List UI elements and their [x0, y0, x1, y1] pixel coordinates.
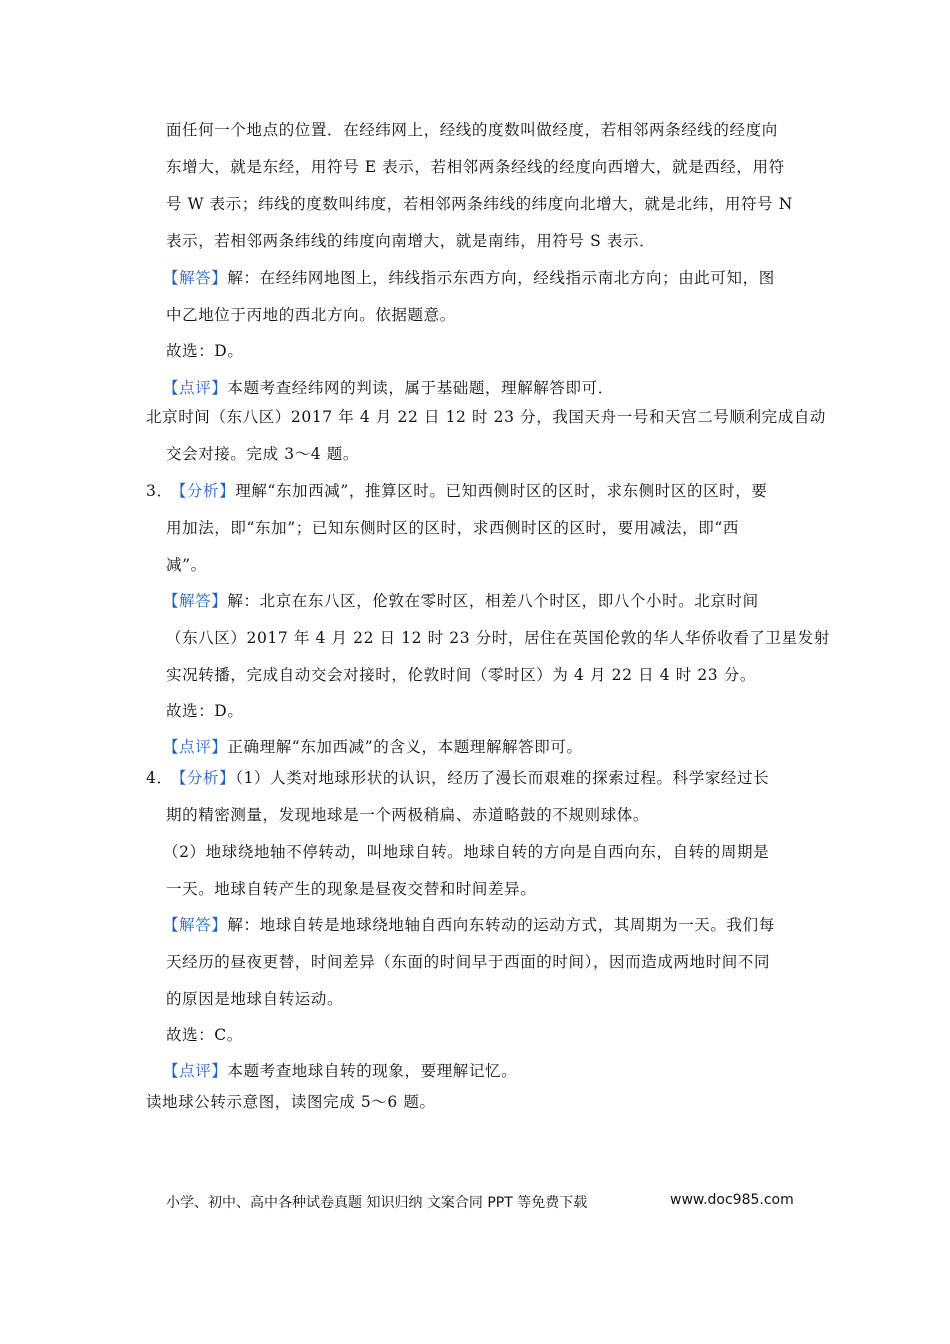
line-text: 实况转播，完成自动交会对接时，伦敦时间（零时区）为 4 月 22 日 4 时 23 分。 [166, 666, 756, 684]
text-line [146, 481, 767, 501]
line-text: 东增大，就是东经，用符号 E 表示，若相邻两条经线的经度向西增大，就是西经，用符 [166, 158, 785, 176]
line-text: 故选：C。 [166, 1026, 243, 1044]
text-line [163, 1061, 517, 1081]
line-text: 读地球公转示意图，读图完成 5～6 题。 [146, 1093, 436, 1111]
text-line [166, 518, 739, 538]
line-text: 解：北京在东八区，伦敦在零时区，相差八个时区，即八个小时。北京时间 [227, 592, 759, 610]
line-text: 本题考查经纬网的判读，属于基础题，理解解答即可． [227, 379, 614, 397]
text-line [166, 701, 243, 721]
text-line [166, 341, 243, 361]
text-line [166, 1025, 243, 1045]
section-tag: 【点评】 [163, 379, 228, 397]
text-line [146, 768, 769, 788]
section-tag: 【点评】 [163, 1062, 228, 1080]
line-text: 解：地球自转是地球绕地轴自西向东转动的运动方式，其周期为一天。我们每 [227, 916, 775, 934]
text-line [166, 805, 649, 825]
line-text: 中乙地位于丙地的西北方向。依据题意。 [166, 306, 456, 324]
line-text: 本题考查地球自转的现象，要理解记忆。 [227, 1062, 518, 1080]
line-text: 减”。 [166, 556, 207, 574]
text-line [166, 989, 343, 1009]
text-line [166, 665, 756, 685]
line-text: （2）地球绕地轴不停转动，叫地球自转。地球自转的方向是自西向东，自转的周期是 [163, 843, 770, 861]
line-text: 号 W 表示；纬线的度数叫纬度，若相邻两条纬线的纬度向北增大，就是北纬，用符号 N [166, 195, 793, 213]
line-text: 面任何一个地点的位置．在经纬网上，经线的度数叫做经度，若相邻两条经线的经度向 [166, 121, 778, 139]
line-text: 故选：D。 [166, 342, 244, 360]
line-text: 一天。地球自转产生的现象是昼夜交替和时间差异。 [166, 880, 537, 898]
line-text: 正确理解“东加西减”的含义，本题理解解答即可。 [227, 738, 583, 756]
text-line [166, 231, 655, 251]
text-line [163, 915, 775, 935]
footer-site[interactable]: www.doc985.com [670, 1192, 794, 1208]
text-line [163, 842, 769, 862]
section-tag: 【解答】 [163, 269, 228, 287]
page-footer [166, 1192, 794, 1212]
question-number: 3． [146, 482, 173, 500]
line-text: 北京时间（东八区）2017 年 4 月 22 日 12 时 23 分，我国天舟一号和天宫二号顺利完成自动 [146, 408, 827, 426]
section-tag: 【分析】 [178, 482, 236, 500]
text-line [146, 407, 826, 427]
text-line [166, 194, 793, 214]
section-tag: 【分析】 [178, 769, 236, 787]
question-number: 4． [146, 769, 173, 787]
text-line [163, 591, 759, 611]
text-line [166, 305, 456, 325]
line-text: 表示，若相邻两条纬线的纬度向南增大，就是南纬，用符号 S 表示． [166, 232, 656, 250]
text-line [163, 268, 775, 288]
line-text: 天经历的昼夜更替，时间差异（东面的时间早于西面的时间），因而造成两地时间不同 [166, 953, 771, 971]
section-tag: 【解答】 [163, 916, 228, 934]
text-line [166, 628, 830, 648]
line-text: 期的精密测量，发现地球是一个两极稍扁、赤道略鼓的不规则球体。 [166, 806, 650, 824]
line-text: 交会对接。完成 3～4 题。 [166, 445, 359, 463]
footer-text: 小学、初中、高中各种试卷真题 知识归纳 文案合同 PPT 等免费下载 [166, 1195, 588, 1211]
text-line [163, 737, 583, 757]
text-line [166, 157, 785, 177]
line-text: （东八区）2017 年 4 月 22 日 12 时 23 分时，居住在英国伦敦的华人华侨收看了卫星发射 [166, 629, 830, 647]
text-line [166, 952, 770, 972]
line-text: 用加法，即“东加”；已知东侧时区的区时，求西侧时区的区时，要用减法，即“西 [166, 519, 739, 537]
text-line [166, 879, 536, 899]
text-line [163, 378, 614, 398]
text-line [166, 555, 207, 575]
section-tag: 【解答】 [163, 592, 228, 610]
text-line [166, 120, 778, 140]
line-text: 理解“东加西减”，推算区时。已知西侧时区的区时，求东侧时区的区时，要 [235, 482, 768, 500]
section-tag: 【点评】 [163, 738, 228, 756]
line-text: 故选：D。 [166, 702, 244, 720]
line-text: 的原因是地球自转运动。 [166, 990, 344, 1008]
text-line [146, 1092, 436, 1112]
line-text: 解：在经纬网地图上，纬线指示东西方向，经线指示南北方向；由此可知，图 [227, 269, 775, 287]
text-line [166, 444, 359, 464]
line-text: （1）人类对地球形状的认识，经历了漫长而艰难的探索过程。科学家经过长 [235, 769, 770, 787]
